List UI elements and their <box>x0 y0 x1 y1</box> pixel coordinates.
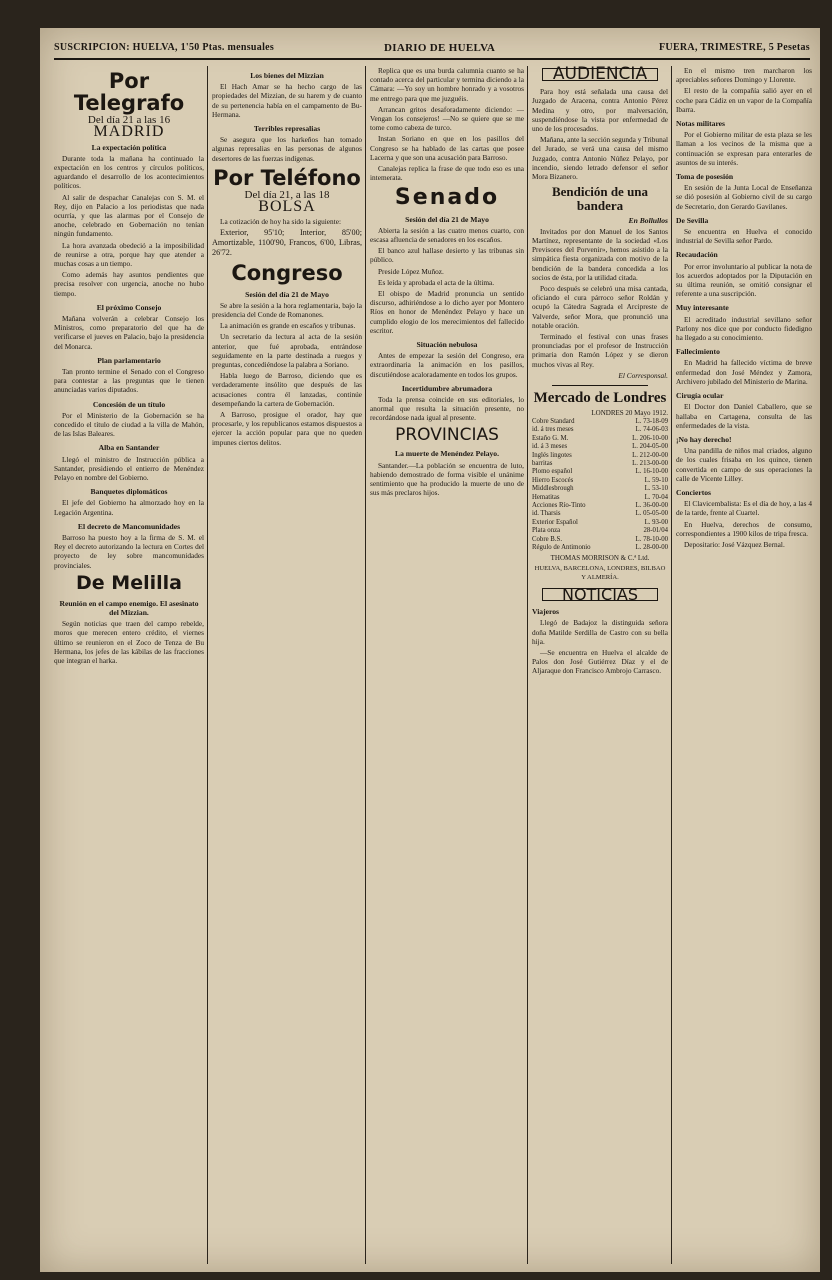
article-text: La cotización de hoy ha sido la siguiente: <box>220 217 341 227</box>
section-title: La muerte de Menéndez Pelayo. <box>395 449 499 459</box>
quote-row <box>532 443 668 451</box>
article-text: Por el Gobierno militar de esta plaza se les llaman a los vecinos de la misma que a continuación se expresan para enterarles de asuntos de su interés. <box>676 130 812 167</box>
quote-value: L. 78-10-00 <box>635 535 668 543</box>
column-3 <box>370 66 524 1264</box>
article-text: Antes de empezar la sesión del Congreso, era extraordinaria la animación en los pasillos, discutiéndose acaloradamente en todos los grupos. <box>370 351 524 379</box>
quotes-table <box>532 418 668 553</box>
quote-value: L. 28-00-00 <box>635 544 668 552</box>
article-text: Por error involuntario al publicar la nota de los acuerdos adoptados por la Diputación en su última reunión, se omitió consignar el referente a una suscripción. <box>676 261 812 299</box>
section-title: Viajeros <box>532 607 559 617</box>
quote-row <box>532 536 668 544</box>
quote-name: Hierro Escocés <box>532 476 574 484</box>
article-text: En Madrid ha fallecido víctima de breve enfermedad don José Méndez y Zamora, Archivero jubilado del Ministerio de Marina. <box>676 358 812 386</box>
column-rule <box>207 66 208 1264</box>
quote-value: L. 74-06-03 <box>635 426 668 434</box>
bandera-heading: Bendición de una bandera <box>551 184 649 213</box>
quote-name: Cobre Standard <box>532 417 575 425</box>
telegraph-heading: Por Telegrafo <box>73 69 185 116</box>
quote-name: barritas <box>532 459 553 467</box>
column-2 <box>212 66 362 1264</box>
congreso-heading: Congreso <box>231 261 343 286</box>
quote-name: Exterior Español <box>532 518 578 526</box>
quote-value: L. 59-10 <box>644 476 668 484</box>
subscription-local: SUSCRIPCION: HUELVA, 1'50 Ptas. mensuales <box>54 42 275 53</box>
article-text: El acreditado industrial sevillano señor Parlony nos dice que por conducto fidedigno ha llegado a su conocimiento. <box>676 314 812 343</box>
section-title: Concesión de un título <box>92 399 166 409</box>
provincias-heading: PROVINCIAS <box>395 424 499 445</box>
quote-name: Inglés lingotes <box>532 451 572 459</box>
quote-row <box>532 477 668 485</box>
article-text: Durante toda la mañana ha continuado la expectación en los centros y círculos políticos, aguardando el desarrollo de los acontecimientos políticos. <box>54 153 204 191</box>
article-text: Para hoy está señalada una causa del Juzgado de Aracena, contra Antonio Pérez Medina y otro, por malversación, suspendiéndose la vista por enfermedad de uno de los procesados. <box>532 87 668 134</box>
column-rule <box>671 66 672 1264</box>
article-text: Como además hay asuntos pendientes que precisa resolver con urgencia, anoche no hubo tiempo. <box>54 270 204 298</box>
dateline: En Bollullos <box>628 215 668 225</box>
quote-value: L. 53-10 <box>644 485 668 493</box>
newspaper-page <box>40 28 820 1272</box>
column-rule <box>527 66 528 1264</box>
senado-heading: Senado <box>394 185 500 211</box>
article-text: Mañana, ante la sección segunda y Tribunal del Jurado, se verá una causa del mismo Juzgado, contra Antonio Núñez Pelayo, por incendio, siendo letrado defensor el señor Mora Bizanero. <box>532 135 668 182</box>
signature: El Corresponsal. <box>618 370 668 380</box>
quote-value: L. 213-00-00 <box>632 459 668 467</box>
telegraph-date: Del día 21 a las 16 <box>87 114 171 127</box>
section-title: De Sevilla <box>676 215 709 225</box>
quote-name: Middlesbrough <box>532 485 574 493</box>
article-text: Se encuentra en Huelva el conocido industrial de Sevilla señor Pardo. <box>676 227 812 246</box>
bolsa-quotes: Exterior, 95'10; Interior, 85'00; Amortizable, 1100'90, Francos, 6'00, Libras, 26'72. <box>212 228 362 258</box>
article-text: Se asegura que los harkeños han tomado algunas represalias en las personas de algunos desertores de las fuerzas indígenas. <box>212 135 362 163</box>
quote-value: L. 206-10-00 <box>632 434 668 442</box>
newspaper-title: DIARIO DE HUELVA <box>384 42 496 54</box>
quote-row <box>532 418 668 426</box>
quote-value: 28-01/04 <box>643 527 668 535</box>
quote-row <box>532 527 668 535</box>
quote-name: Hematitas <box>532 493 560 501</box>
article-text: Poco después se celebró una misa cantada, oficiando el cura párroco señor Roldán y ocupó la Cátedra Sagrada el Arcipreste de Valverde, señor Mora, que pronunció una notable oración. <box>532 283 668 330</box>
article-text: Preside López Muñoz. <box>378 266 444 276</box>
quote-row <box>532 426 668 434</box>
article-text: Habla luego de Barroso, diciendo que es verdaderamente insólito que después de las acusaciones contra él lanzadas, continúe desempeñando la cartera de Gobernación. <box>212 371 362 408</box>
article-text: En Huelva, derechos de consumo, correspondientes a 1900 kilos de tripa fresca. <box>676 519 812 538</box>
section-title: El próximo Consejo <box>96 302 162 312</box>
article-text: En el mismo tren marcharon los apreciables señores Domingo y Llorente. <box>676 66 812 85</box>
article-text: Tan pronto termine el Senado con el Congreso para contestar a las preguntas que le tienen anunciadas varios diputados. <box>54 366 204 395</box>
article-text: Por el Ministerio de la Gobernación se ha concedido el título de ciudad a la villa de Mahón, de las Islas Baleares. <box>54 410 204 439</box>
article-text: El Clavicembalista: Es el día de hoy, a las 4 de la tarde, frente al Cuartel. <box>676 499 812 518</box>
quote-row <box>532 544 668 552</box>
article-text: Al salir de despachar Canalejas con S. M. el Rey, dijo en Palacio a los periodistas que nada ocurría, y que las alarmas por el Consejo de anoche, celebrado en Gobernación no tenían ningún fundamento. <box>54 192 204 239</box>
quote-name: Cobre B.S. <box>532 535 563 543</box>
quote-row <box>532 519 668 527</box>
article-text: La animación es grande en escaños y tribunas. <box>220 321 356 331</box>
article-text: El banco azul hallase desierto y las tribunas sin público. <box>370 246 524 265</box>
column-4 <box>532 66 668 1264</box>
article-text: El resto de la compañía salió ayer en el coche para Cádiz en un vapor de la Compañía Ibarra. <box>676 86 812 114</box>
quote-name: Plata onza <box>532 527 561 535</box>
quote-row <box>532 494 668 502</box>
quote-value: L. 05-05-00 <box>635 510 668 518</box>
quote-name: Acciones Río-Tinto <box>532 501 586 509</box>
article-text: La hora avanzada obedeció a la imposibilidad de reunirse a otra, porque hay que atender a muchas cosas a un tiempo. <box>54 240 204 268</box>
article-text: A Barroso, prosigue el orador, hay que procesarle, y los republicanos estamos dispuestos a ejercer la acción popular para que no queden impunes ciertos delitos. <box>212 409 362 447</box>
section-title: Recaudación <box>676 250 718 260</box>
article-text: Llegó el ministro de Instrucción pública a Santander, presidiendo el entierro de Menéndez Pelayo en nombre del Gobierno. <box>54 454 204 482</box>
quote-row <box>532 468 668 476</box>
section-title: Plan parlamentario <box>97 355 161 365</box>
quotes-date: LONDRES 20 Mayo 1912. <box>591 408 668 417</box>
quote-row <box>532 485 668 493</box>
article-text: Barroso ha puesto hoy a la firma de S. M. el Rey el decreto autorizando la lectura en Cortes del proyecto de ley sobre mancomunidades provinciales. <box>54 533 204 570</box>
section-title: La expectación política <box>91 142 167 152</box>
section-title: Incertidumbre abrumadora <box>401 383 493 393</box>
audiencia-heading: AUDIENCIA <box>542 68 658 81</box>
quote-value: L. 36-00-00 <box>635 501 668 509</box>
section-title: El decreto de Mancomunidades <box>77 521 181 531</box>
article-text: En sesión de la Junta Local de Enseñanza se dió posesión al Gobierno civil de su cargo de Secretario, don Gerardo Gavilanes. <box>676 183 812 211</box>
section-title: Notas militares <box>676 119 725 129</box>
section-title: Conciertos <box>676 487 712 497</box>
article-text: El obispo de Madrid pronuncia un sentido discurso, adhiriéndose a lo dicho ayer por Montero Ríos en honor de Menéndez Pelayo y hace un cumplido elogio de los merecimientos del fallecido escritor. <box>370 288 524 335</box>
quote-name: id. á 3 meses <box>532 443 568 451</box>
column-rule <box>365 66 366 1264</box>
article-text: Se abre la sesión a la hora reglamentaria, bajo la presidencia del Conde de Romanones. <box>212 300 362 319</box>
masthead <box>54 40 810 60</box>
article-text: Toda la prensa coincide en sus editoriales, lo anormal que resulta la situación presente, no recordándose nada igual al presente. <box>370 394 524 423</box>
quote-row <box>532 452 668 460</box>
telegraph-place: MADRID <box>93 123 165 141</box>
section-title: Banquetes diplomáticos <box>90 487 168 497</box>
column-1 <box>54 66 204 1264</box>
quote-value: L. 73-18-09 <box>635 417 668 425</box>
article-text: El Hach Amar se ha hecho cargo de las propiedades del Mizzian, de su harem y de cuanto de su pertenencia había en el campamento de Bu-Hermana. <box>212 82 362 119</box>
article-text: Depositario: José Vázquez Bernal. <box>684 539 785 549</box>
quote-row <box>532 502 668 510</box>
section-title: Muy interesante <box>676 303 729 313</box>
article-text: Canalejas replica la frase de que todo eso es una intemerata. <box>370 164 524 183</box>
article-text: Mañana volverán a celebrar Consejo los Ministros, como preparatorio del que ha de verificarse el jueves en Palacio, bajo la presidencia del Monarca. <box>54 313 204 351</box>
quote-value: L. 212-00-00 <box>632 451 668 459</box>
article-text: El jefe del Gobierno ha almorzado hoy en la Legación Argentina. <box>54 498 204 517</box>
quote-value: L. 70-04 <box>644 493 668 501</box>
section-title: Fallecimiento <box>676 347 720 357</box>
quote-name: Estaño G. M. <box>532 434 569 442</box>
section-title: Sesión del día 21 de Mayo <box>405 214 489 224</box>
telephone-date: Del día 21, a las 18 <box>244 188 330 201</box>
article-text: Es leída y aprobada el acta de la última. <box>378 277 495 287</box>
quote-name: id. á tres meses <box>532 426 574 434</box>
column-5 <box>676 66 812 1264</box>
section-title: ¡No hay derecho! <box>676 434 732 444</box>
article-text: Arrancan gritos desaforadamente diciendo: —Vengan los consejeros! —No se quiere que se me tome como cabeza de turco. <box>370 104 524 133</box>
quote-row <box>532 435 668 443</box>
article-text: El Doctor don Daniel Caballero, que se hallaba en Cartagena, consulta de las enfermedades de la vista. <box>676 402 812 430</box>
section-title: Los bienes del Mizzian <box>250 71 324 80</box>
london-market-heading: Mercado de Londres <box>533 389 667 406</box>
quotes-firm: THOMAS MORRISON & C.ª Ltd. <box>550 554 650 563</box>
article-text: Replica que es una burda calumnia cuanto se ha contado acerca del particular y termina diciendo a la Cámara: —Yo soy un hombre honrado y a vosotros me entrego para que me juzguéis. <box>370 66 524 103</box>
article-text: —Se encuentra en Huelva el alcalde de Palos don José Gutiérrez Díaz y el de Aljaraque don Francisco Ambrojo Carrasco. <box>532 648 668 676</box>
section-title: Alba en Santander <box>98 443 160 453</box>
article-text: Invitados por don Manuel de los Santos Martínez, representante de la sociedad «Los Previsores del Porvenir», hemos asistido a la simpática fiesta organizada con motivo de la bendición de la bandera concedida a los socios de ésta, por la utilidad citada. <box>532 226 668 282</box>
article-text: Una pandilla de niños mal criados, alguno de los cuales frisaba en los quince, tienen convertida en campo de sus operaciones la calle de Vicente Lilley. <box>676 446 812 483</box>
section-title: Cirugía ocular <box>676 391 724 401</box>
section-title: Situación nebulosa <box>416 339 478 349</box>
article-text: Según noticias que traen del campo rebelde, moros que merecen entero crédito, el viernes último se reunieron en el Zoco de Tenza de Bu Hermana, los jefes de las kábilas de las fracciones que integran el harka. <box>54 619 204 665</box>
quote-name: Régulo de Antimonio <box>532 544 591 552</box>
article-text: Un secretario da lectura al acta de la sesión anterior, que fué aprobada, entrándose seguidamente en la parte destinada a ruegos y preguntas, concediéndose la palabra a Soriano. <box>212 332 362 369</box>
quote-value: L. 16-10-00 <box>635 468 668 476</box>
quote-name: Plomo español <box>532 468 573 476</box>
bolsa-heading: BOLSA <box>258 198 316 216</box>
article-text: Instan Soriano en que en los pasillos del Congreso se ha hablado de las cartas que posee Lacerna y que son una acusación para Barroso. <box>370 134 524 162</box>
section-title: Sesión del día 21 de Mayo <box>245 289 329 299</box>
quote-value: L. 204-05-00 <box>632 443 668 451</box>
article-text: Abierta la sesión a las cuatro menos cuarto, con escasa afluencia de senadores en los escaños. <box>370 225 524 244</box>
section-title: Terribles represalias <box>253 124 321 134</box>
subscription-outside: FUERA, TRIMESTRE, 5 Pesetas <box>659 42 810 53</box>
noticias-heading: NOTICIAS <box>542 588 658 601</box>
section-title: Toma de posesión <box>676 172 734 182</box>
quote-row <box>532 460 668 468</box>
quote-row <box>532 510 668 518</box>
telephone-heading: Por Teléfono <box>213 165 361 190</box>
article-text: Terminado el festival con unas frases pronunciadas por el profesor de Instrucción primaria don Ramón López y se dieron muchos vivas al Rey. <box>532 331 668 369</box>
quotes-cities: HUELVA, BARCELONA, LONDRES, BILBAO Y ALMERÍA. <box>534 564 666 581</box>
quote-value: L. 93-00 <box>644 518 668 526</box>
melilla-heading: De Melilla <box>76 571 182 594</box>
divider <box>552 385 648 386</box>
quote-name: id. Tharsis <box>532 510 561 518</box>
article-text: Llegó de Badajoz la distinguida señora doña Matilde Serdilla de Castro con su bella hija. <box>532 618 668 646</box>
article-text: Santander.—La población se encuentra de luto, habiendo demostrado de forma visible el unánime sentimiento que ha producido la muerte de uno de sus más preclaros hijos. <box>370 460 524 498</box>
section-title: Reunión en el campo enemigo. El asesinato del Mizzian. <box>59 598 199 617</box>
